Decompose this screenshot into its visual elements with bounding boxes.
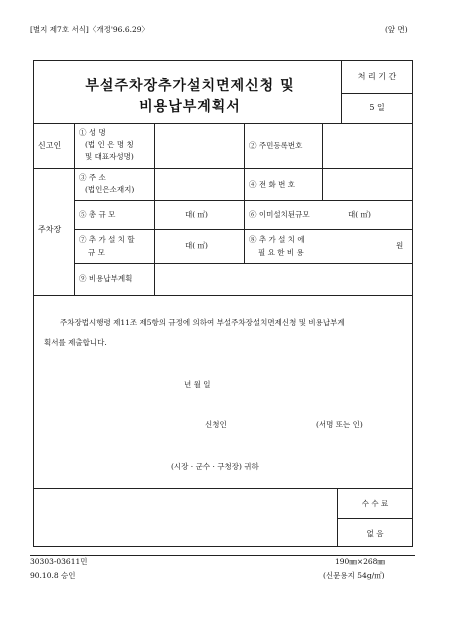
paper-weight: (신문용지 54g/㎡) bbox=[323, 571, 385, 580]
payment-plan-label: ⑨ 비용납부계획 bbox=[79, 274, 133, 283]
name-label-sub2: 및 대표자성명) bbox=[85, 152, 134, 161]
middle-divider bbox=[244, 123, 245, 263]
statement-text: 주차장법시행령 제11조 제5항의 규정에 의하여 부설주차장설치면제신청 및 비용납부계 bbox=[60, 318, 345, 327]
processing-period-label: 처 리 기 간 bbox=[357, 72, 397, 81]
name-field[interactable] bbox=[155, 124, 243, 167]
page-side: (앞 면) bbox=[385, 25, 408, 34]
signature-note[interactable]: (서명 또는 인) bbox=[316, 420, 363, 429]
phone-label: ④ 전 화 번 호 bbox=[249, 180, 296, 189]
address-label-sub: (법인은소재지) bbox=[85, 185, 135, 194]
name-label-sub: (법 인 은 명 칭 bbox=[85, 140, 134, 149]
address-label: ③ 주 소 bbox=[79, 173, 106, 182]
address-field[interactable] bbox=[155, 169, 243, 199]
existing-scale-field[interactable]: 대( ㎡) bbox=[348, 210, 371, 219]
paper-size: 190㎜×268㎜ bbox=[335, 557, 385, 566]
form-code: 30303-03611민 bbox=[30, 557, 88, 566]
applicant-sign-label: 신청인 bbox=[205, 420, 227, 429]
statement-text-cont: 획서를 제출합니다. bbox=[44, 338, 107, 347]
resident-number-field[interactable] bbox=[323, 124, 412, 167]
form-title-line1: 부설주차장추가설치면제신청 및 bbox=[85, 78, 295, 94]
form-reference: [별지 제7호 서식]〈개정'96.6.29〉 bbox=[30, 25, 150, 34]
additional-cost-label: ⑧ 추 가 설 치 에 bbox=[249, 235, 305, 244]
payment-plan-field[interactable] bbox=[155, 264, 412, 294]
row-line bbox=[33, 488, 413, 489]
approval-date: 90.10.8 승인 bbox=[30, 571, 76, 580]
fee-label: 수 수 료 bbox=[361, 499, 389, 508]
date-line[interactable]: 년 월 일 bbox=[184, 380, 211, 389]
form-title-line2: 비용납부계획서 bbox=[139, 99, 241, 115]
total-scale-label: ⑤ 총 규 모 bbox=[79, 210, 116, 219]
additional-cost-label-sub: 필 요 한 비 용 bbox=[258, 248, 304, 257]
additional-scale-field[interactable]: 대( ㎡) bbox=[185, 241, 208, 250]
section-parking: 주차장 bbox=[38, 225, 62, 234]
processing-period-value: 5 일 bbox=[369, 103, 385, 112]
fee-value: 없 음 bbox=[366, 529, 384, 538]
resident-number-label: ② 주민등록번호 bbox=[249, 141, 303, 150]
fee-mid-line bbox=[337, 518, 413, 519]
processing-mid-line bbox=[341, 93, 413, 94]
row-line bbox=[33, 295, 413, 296]
additional-scale-label-sub: 규 모 bbox=[88, 248, 105, 257]
section-applicant: 신고인 bbox=[38, 141, 62, 150]
name-label: ① 성 명 bbox=[79, 128, 106, 137]
processing-divider bbox=[341, 60, 342, 123]
footer-rule bbox=[30, 555, 415, 556]
additional-cost-field[interactable]: 원 bbox=[396, 241, 404, 250]
recipient-line: (시장 · 군수 · 구청장) 귀하 bbox=[171, 462, 259, 471]
fee-divider bbox=[337, 488, 338, 547]
existing-scale-label: ⑥ 이미설치된규모 bbox=[249, 210, 310, 219]
phone-field[interactable] bbox=[323, 169, 412, 199]
section-divider bbox=[74, 123, 75, 295]
additional-scale-label: ⑦ 추 가 설 치 할 bbox=[79, 235, 135, 244]
total-scale-field[interactable]: 대( ㎡) bbox=[185, 210, 208, 219]
